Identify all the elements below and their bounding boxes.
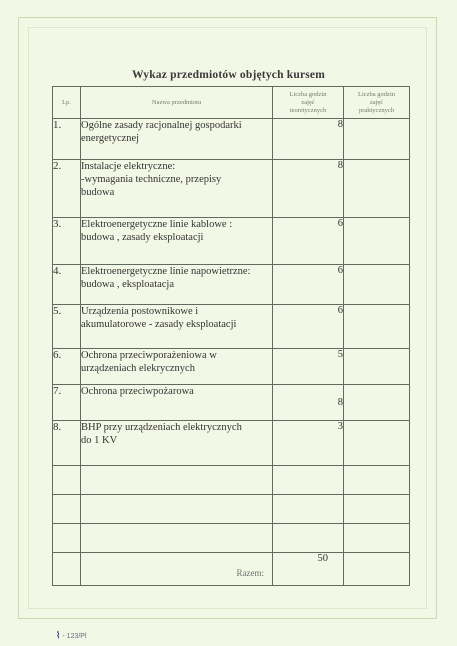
row-lp: 8. [53, 421, 81, 466]
total-row [53, 553, 410, 586]
table-row [53, 160, 410, 218]
row-practice-hours [344, 421, 410, 466]
total-theory-cell [273, 553, 344, 586]
row-subject: Urządzenia postownikowe i akumulatorowe - zasady eksploatacji [81, 305, 273, 349]
empty-row [53, 466, 410, 495]
row-subject: Elektroenergetyczne linie kablowe : budowa , zasady eksploatacji [81, 218, 273, 265]
row-subject: Ogólne zasady racjonalnej gospodarki energetycznej [81, 119, 273, 160]
table-row [53, 385, 410, 421]
footer [56, 630, 87, 641]
row-lp: 7. [53, 385, 81, 421]
row-practice-hours [344, 119, 410, 160]
header-name: Nazwa przedmiotu [81, 87, 273, 119]
row-theory-hours: 6 [273, 305, 344, 349]
row-theory-hours: 3 [273, 421, 344, 466]
row-subject: BHP przy urządzeniach elektrycznych do 1 KV [81, 421, 273, 466]
total-theory: 50 [317, 553, 328, 564]
total-label: Razem: [236, 568, 264, 578]
row-practice-hours [344, 265, 410, 305]
row-practice-hours [344, 385, 410, 421]
row-theory-hours: 6 [273, 218, 344, 265]
row-practice-hours [344, 160, 410, 218]
table-row [53, 265, 410, 305]
row-subject: Ochrona przeciwporażeniowa w urządzeniach elekrycznych [81, 349, 273, 385]
row-lp: 1. [53, 119, 81, 160]
row-theory-hours: 8 [273, 160, 344, 218]
table-row [53, 349, 410, 385]
row-subject: Ochrona przeciwpożarowa [81, 385, 273, 421]
table-row [53, 119, 410, 160]
table-row [53, 305, 410, 349]
row-subject: Instalacje elektryczne: -wymagania techniczne, przepisy budowa [81, 160, 273, 218]
row-theory-hours: 8 [273, 119, 344, 160]
table-row [53, 421, 410, 466]
document-title: Wykaz przedmiotów objętych kursem [131, 69, 326, 81]
subjects-table [52, 86, 410, 586]
empty-row [53, 495, 410, 524]
row-lp: 5. [53, 305, 81, 349]
row-theory-hours: 6 [273, 265, 344, 305]
row-lp: 4. [53, 265, 81, 305]
row-practice-hours [344, 305, 410, 349]
row-lp: 3. [53, 218, 81, 265]
total-label-cell [81, 553, 273, 586]
header-practice: Liczba godzin zajęć praktycznych [344, 87, 410, 119]
header-lp: Lp. [53, 87, 81, 119]
row-subject: Elektroenergetyczne linie napowietrzne: budowa , eksploatacja [81, 265, 273, 305]
total-practice-cell [344, 553, 410, 586]
publisher-logo-icon: ⌇ [56, 630, 61, 640]
row-lp: 6. [53, 349, 81, 385]
empty-row [53, 524, 410, 553]
table-row [53, 218, 410, 265]
row-lp: 2. [53, 160, 81, 218]
header-theory: Liczba godzin zajęć teoretycznych [273, 87, 344, 119]
row-practice-hours [344, 349, 410, 385]
form-code: - 123/Pl [62, 633, 87, 640]
row-practice-hours [344, 218, 410, 265]
table-header-row [53, 87, 410, 119]
row-theory-hours: 8 [273, 385, 344, 421]
row-theory-hours: 5 [273, 349, 344, 385]
